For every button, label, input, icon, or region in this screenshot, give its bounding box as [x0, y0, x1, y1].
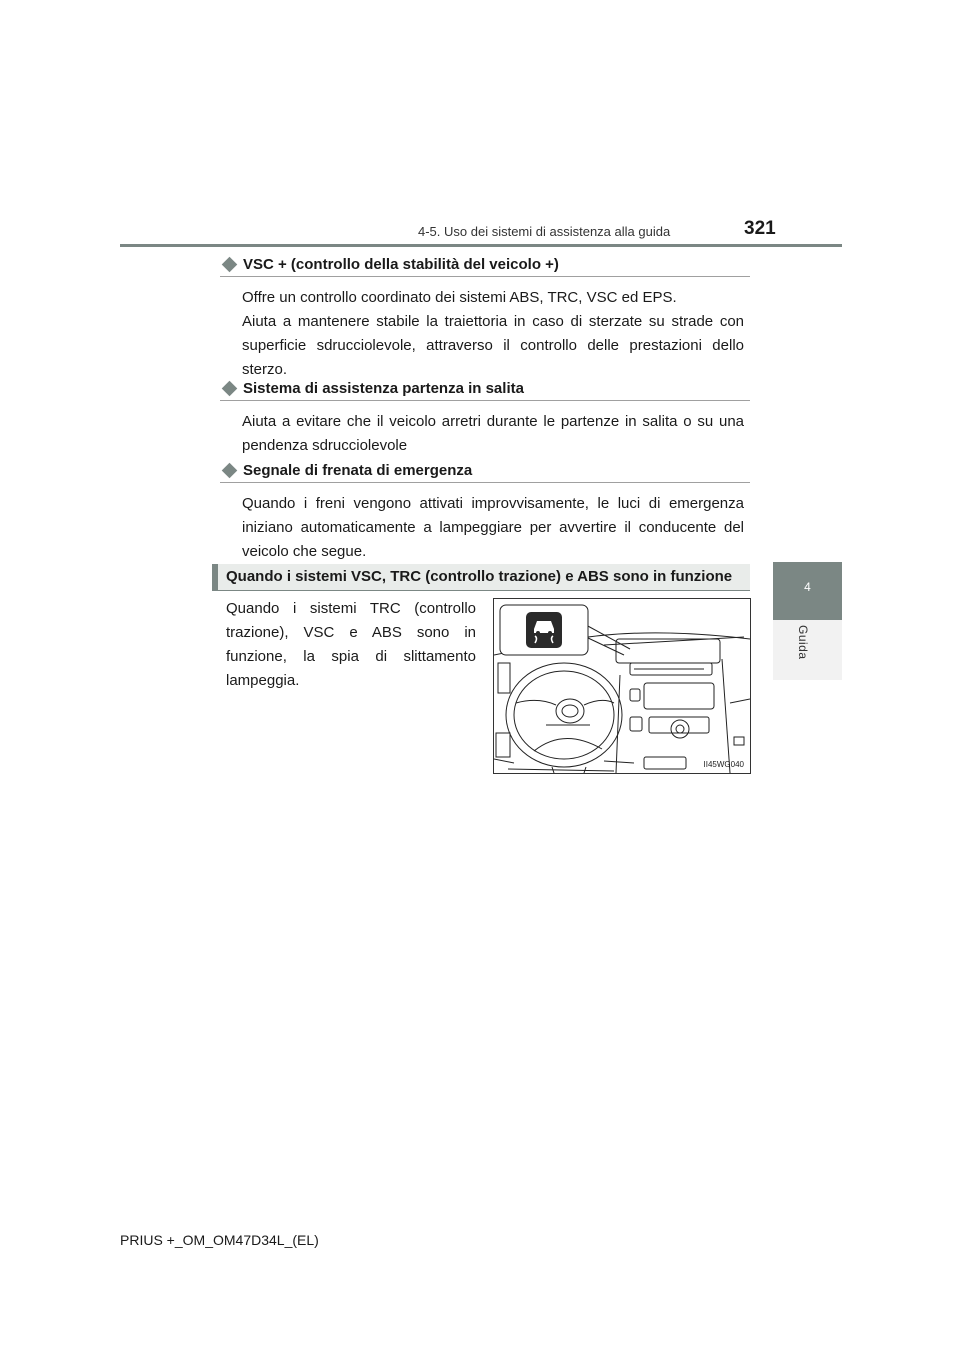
header-rule [120, 244, 842, 247]
chapter-label: Guida [796, 625, 810, 660]
figure-code: II45WG040 [703, 760, 744, 769]
diamond-bullet-icon [222, 462, 238, 478]
section-hill-start-assist [220, 376, 750, 458]
dashboard-illustration [493, 598, 751, 774]
page-number: 321 [744, 218, 776, 239]
section-title: Segnale di frenata di emergenza [243, 461, 473, 479]
section-vsc-plus [220, 252, 750, 382]
paragraph: Aiuta a mantenere stabile la traiettoria in caso di sterzate su strade con superficie sdrucciolevole, attraverso il controllo delle prestazioni dello sterzo. [242, 313, 744, 378]
info-paragraph: Quando i sistemi TRC (controllo trazione), VSC e ABS sono in funzione, la spia di slittamento lampeggia. [226, 600, 476, 689]
section-body [242, 410, 744, 458]
section-heading [220, 252, 750, 277]
section-title: Sistema di assistenza partenza in salita [243, 379, 524, 397]
footer-model-code: PRIUS +_OM_OM47D34L_(EL) [120, 1232, 319, 1248]
chapter-number: 4 [804, 580, 811, 594]
paragraph: Aiuta a evitare che il veicolo arretri durante le partenze in salita o su una pendenza sdrucciolevole [242, 413, 744, 454]
section-emergency-brake-signal [220, 458, 750, 564]
slip-indicator-icon [526, 612, 562, 648]
diamond-bullet-icon [222, 380, 238, 396]
paragraph: Offre un controllo coordinato dei sistemi ABS, TRC, VSC ed EPS. [242, 289, 677, 306]
section-heading [220, 458, 750, 483]
running-header: 4-5. Uso dei sistemi di assistenza alla guida [418, 224, 671, 239]
paragraph: Quando i freni vengono attivati improvvisamente, le luci di emergenza iniziano automaticamente a lampeggiare per avvertire il conducente del veicolo che segue. [242, 495, 744, 560]
section-body [242, 286, 744, 382]
section-body [242, 492, 744, 564]
section-title: VSC + (controllo della stabilità del veicolo +) [243, 255, 559, 273]
diamond-bullet-icon [222, 256, 238, 272]
chapter-tab [773, 562, 842, 620]
section-heading [220, 376, 750, 401]
section-banner [212, 564, 750, 591]
banner-title: Quando i sistemi VSC, TRC (controllo trazione) e ABS sono in funzione [226, 568, 733, 585]
dashboard-drawing [494, 599, 750, 773]
